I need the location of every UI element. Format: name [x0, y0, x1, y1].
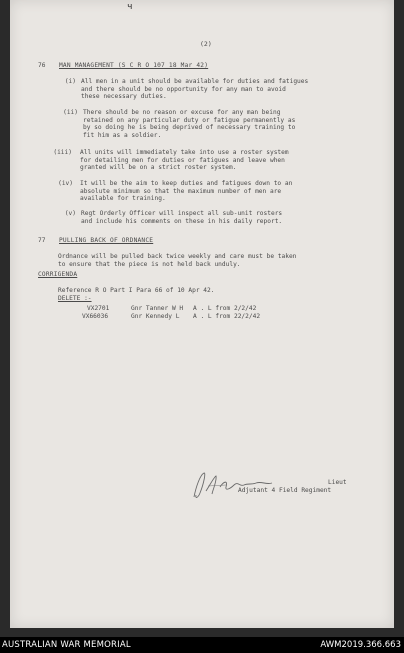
archive-footer [0, 637, 404, 653]
reference-line: Reference R O Part I Para 66 of 10 Apr 42. [58, 287, 215, 294]
signatory-title: Adjutant 4 Field Regiment [238, 487, 332, 494]
pencil-mark: ч [127, 2, 133, 12]
item-text [83, 109, 295, 139]
leave-status: A . L from 22/2/42 [193, 313, 261, 320]
item-label: (i) [64, 78, 76, 85]
text-line: All units will immediately take into use a roster system [80, 149, 289, 156]
signature-scribble [186, 467, 306, 503]
service-number: VX66036 [82, 313, 109, 320]
text-line: All men in a unit should be available for duties and fatigues [81, 78, 309, 85]
text-line: and there should be no opportunity for any man to avoid [81, 85, 286, 93]
text-line: fit him as a soldier. [83, 131, 162, 139]
text-line: Regt Orderly Officer will inspect all sub-unit rosters [81, 210, 283, 217]
item-text [80, 180, 292, 203]
text-line: for detailing men for duties or fatigues and leave when [80, 156, 285, 164]
text-line: granted will be on a strict roster system. [80, 164, 237, 171]
page-number: (2) [200, 40, 212, 48]
section-number: 76 [38, 62, 46, 69]
item-text [81, 210, 282, 225]
corrigenda-heading: CORRIGENDA [38, 271, 78, 278]
section-number: 77 [38, 237, 46, 244]
item-label: (ii) [63, 109, 78, 116]
section-heading: PULLING BACK OF ORDNANCE [59, 237, 154, 244]
soldier-name: Gnr Kennedy L [131, 313, 180, 320]
leave-status: A . L from 2/2/42 [193, 305, 257, 312]
archive-reference: AWM2019.366.663 [320, 640, 401, 650]
text-line: absolute minimum so that the maximum number of men are [80, 187, 282, 195]
corrigenda-text [58, 287, 214, 302]
text-line: It will be the aim to keep duties and fatigues down to an [80, 180, 293, 187]
service-number: VX2701 [87, 305, 110, 312]
text-line: and include his comments on these in his daily report. [81, 217, 283, 225]
text-line: retained on any particular duty or fatigue permanently as [83, 116, 296, 124]
text-line: by so doing he is being deprived of necessary training to [83, 124, 296, 131]
text-line: to ensure that the piece is not held back unduly. [58, 260, 241, 268]
text-line: available for training. [80, 195, 166, 202]
delete-label: DELETE :- [58, 294, 92, 302]
soldier-name: Gnr Tanner W H [131, 305, 184, 312]
item-label: (iv) [58, 180, 73, 187]
signatory-rank: Lieut [328, 479, 347, 486]
item-text [81, 78, 308, 101]
item-label: (v) [64, 210, 76, 217]
text-line: There should be no reason or excuse for any man being [83, 109, 281, 116]
text-line: Ordnance will be pulled back twice weekly and care must be taken [58, 253, 297, 260]
paragraph-text [58, 253, 296, 268]
section-heading: MAN MANAGEMENT (S C R O 107 18 Mar 42) [59, 62, 209, 69]
item-label: (iii) [53, 149, 72, 156]
text-line: these necessary duties. [81, 93, 167, 100]
item-text [80, 149, 289, 172]
document-page [10, 0, 394, 628]
signature-block [186, 467, 346, 503]
archive-name: AUSTRALIAN WAR MEMORIAL [2, 640, 131, 650]
